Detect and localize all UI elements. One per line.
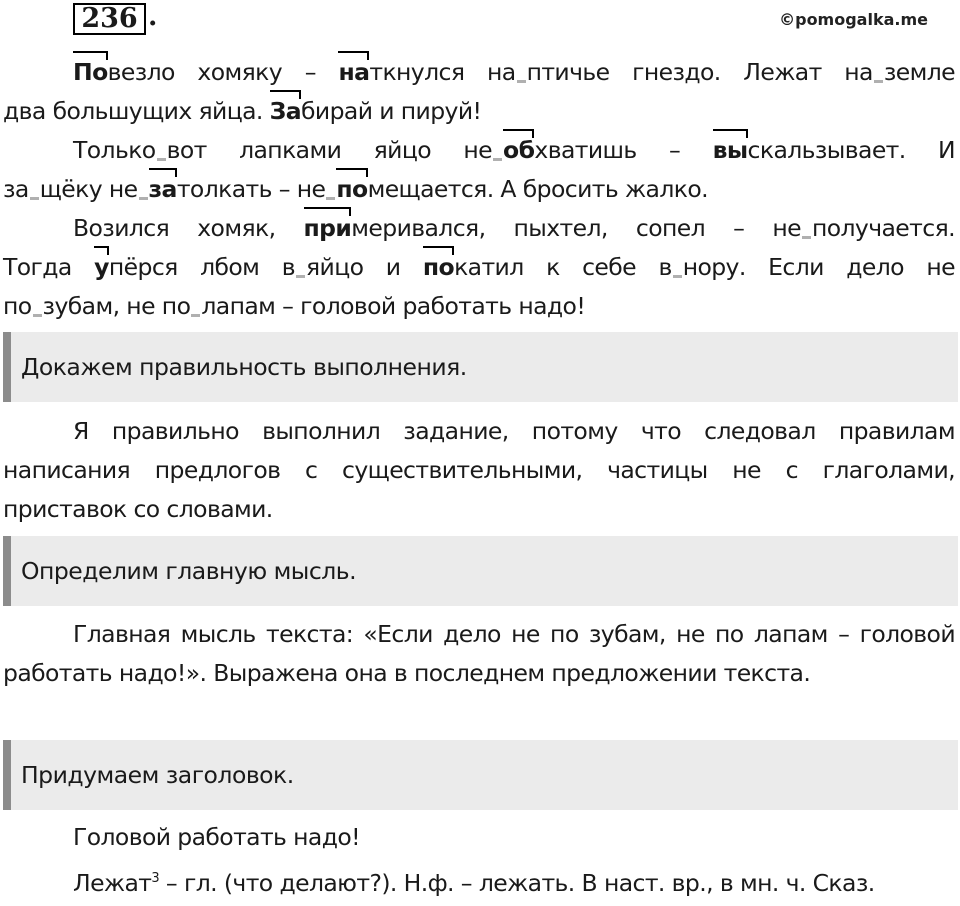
section-heading-main-idea (3, 536, 958, 606)
space-mark (673, 275, 682, 278)
proof-text: Я правильно выполнил задание, потому что следовал правилам написания предлогов с существительными, частицы не с глаголами, приставок со словами. (3, 417, 955, 523)
prefix-mark: За (270, 92, 301, 131)
section-heading-text: Придумаем заголовок. (21, 761, 294, 789)
story-text-fragment: щёку не (39, 175, 138, 203)
space-mark (33, 314, 42, 317)
section-heading-text: Докажем правильность выполнения. (21, 353, 467, 381)
story-text (3, 53, 955, 326)
story-line-2 (3, 92, 955, 131)
prefix-mark: об (503, 131, 534, 170)
story-text-fragment: по (3, 292, 32, 320)
section-heading-proof (3, 332, 958, 402)
space-mark (30, 197, 39, 200)
prefix-mark: вы (713, 131, 748, 170)
story-text-fragment: Возился хомяк, (73, 214, 304, 242)
story-text-fragment: везло хомяку – (107, 58, 339, 86)
watermark: ©pomogalka.me (779, 10, 928, 29)
story-text-fragment: бирай и пируй! (301, 97, 482, 125)
story-text-fragment: катил к себе в (454, 253, 672, 281)
story-line-6 (3, 248, 955, 287)
prefix-mark: По (73, 53, 108, 92)
space-mark (157, 158, 166, 161)
story-text-fragment: нору. Если дело не (682, 253, 955, 281)
story-line-1 (3, 53, 955, 92)
space-mark (139, 197, 148, 200)
story-line-5 (3, 209, 955, 248)
prefix-mark: на (338, 53, 369, 92)
analysis-word: Лежат (73, 869, 152, 897)
prefix-mark: по (336, 170, 367, 209)
story-line-7 (3, 287, 955, 326)
story-text-fragment: земле (883, 58, 956, 86)
main-idea-text: Главная мысль текста: «Если дело не по зубам, не по лапам – головой работать надо!». Выражена она в последнем предложении текста. (3, 620, 955, 687)
story-text-fragment: меривался, пыхтел, сопел – не (351, 214, 801, 242)
word-analysis (3, 864, 955, 903)
space-mark (802, 236, 811, 239)
prefix-mark: при (304, 209, 352, 248)
prefix-mark: за (149, 170, 177, 209)
prefix-mark: у (94, 248, 109, 287)
story-text-fragment: ткнулся на (369, 58, 516, 86)
story-text-fragment: вот лапками яйцо не (166, 136, 493, 164)
exercise-number: 236 (73, 3, 146, 35)
section-heading-text: Определим главную мысль. (21, 557, 357, 585)
space-mark (191, 314, 200, 317)
story-text-fragment: толкать – не (176, 175, 326, 203)
story-text-fragment: скальзывает. И (747, 136, 955, 164)
story-text-fragment: два большущих яйца. (3, 97, 270, 125)
story-line-4 (3, 170, 955, 209)
space-mark (326, 197, 335, 200)
analysis-superscript: 3 (151, 871, 160, 887)
story-text-fragment: лапам – головой работать надо! (201, 292, 586, 320)
story-line-3 (3, 131, 955, 170)
story-text-fragment: за (3, 175, 29, 203)
space-mark (874, 80, 883, 83)
story-text-fragment: хватишь – (534, 136, 713, 164)
story-text-fragment: получается. (811, 214, 955, 242)
story-text-fragment: Только (73, 136, 156, 164)
section-heading-title (3, 740, 958, 810)
title-answer: Головой работать надо! (73, 823, 360, 851)
space-mark (493, 158, 502, 161)
story-text-fragment: мещается. А бросить жалко. (367, 175, 708, 203)
exercise-number-dot: . (148, 1, 158, 32)
space-mark (296, 275, 305, 278)
analysis-rest: – гл. (что делают?). Н.ф. – лежать. В наст. вр., в мн. ч. Сказ. (159, 869, 875, 897)
space-mark (517, 80, 526, 83)
prefix-mark: по (423, 248, 454, 287)
story-text-fragment: Тогда (3, 253, 95, 281)
story-text-fragment: яйцо и (305, 253, 423, 281)
story-text-fragment: пёрся лбом в (108, 253, 295, 281)
story-text-fragment: зубам, не по (42, 292, 191, 320)
story-text-fragment: птичье гнездо. Лежат на (526, 58, 873, 86)
